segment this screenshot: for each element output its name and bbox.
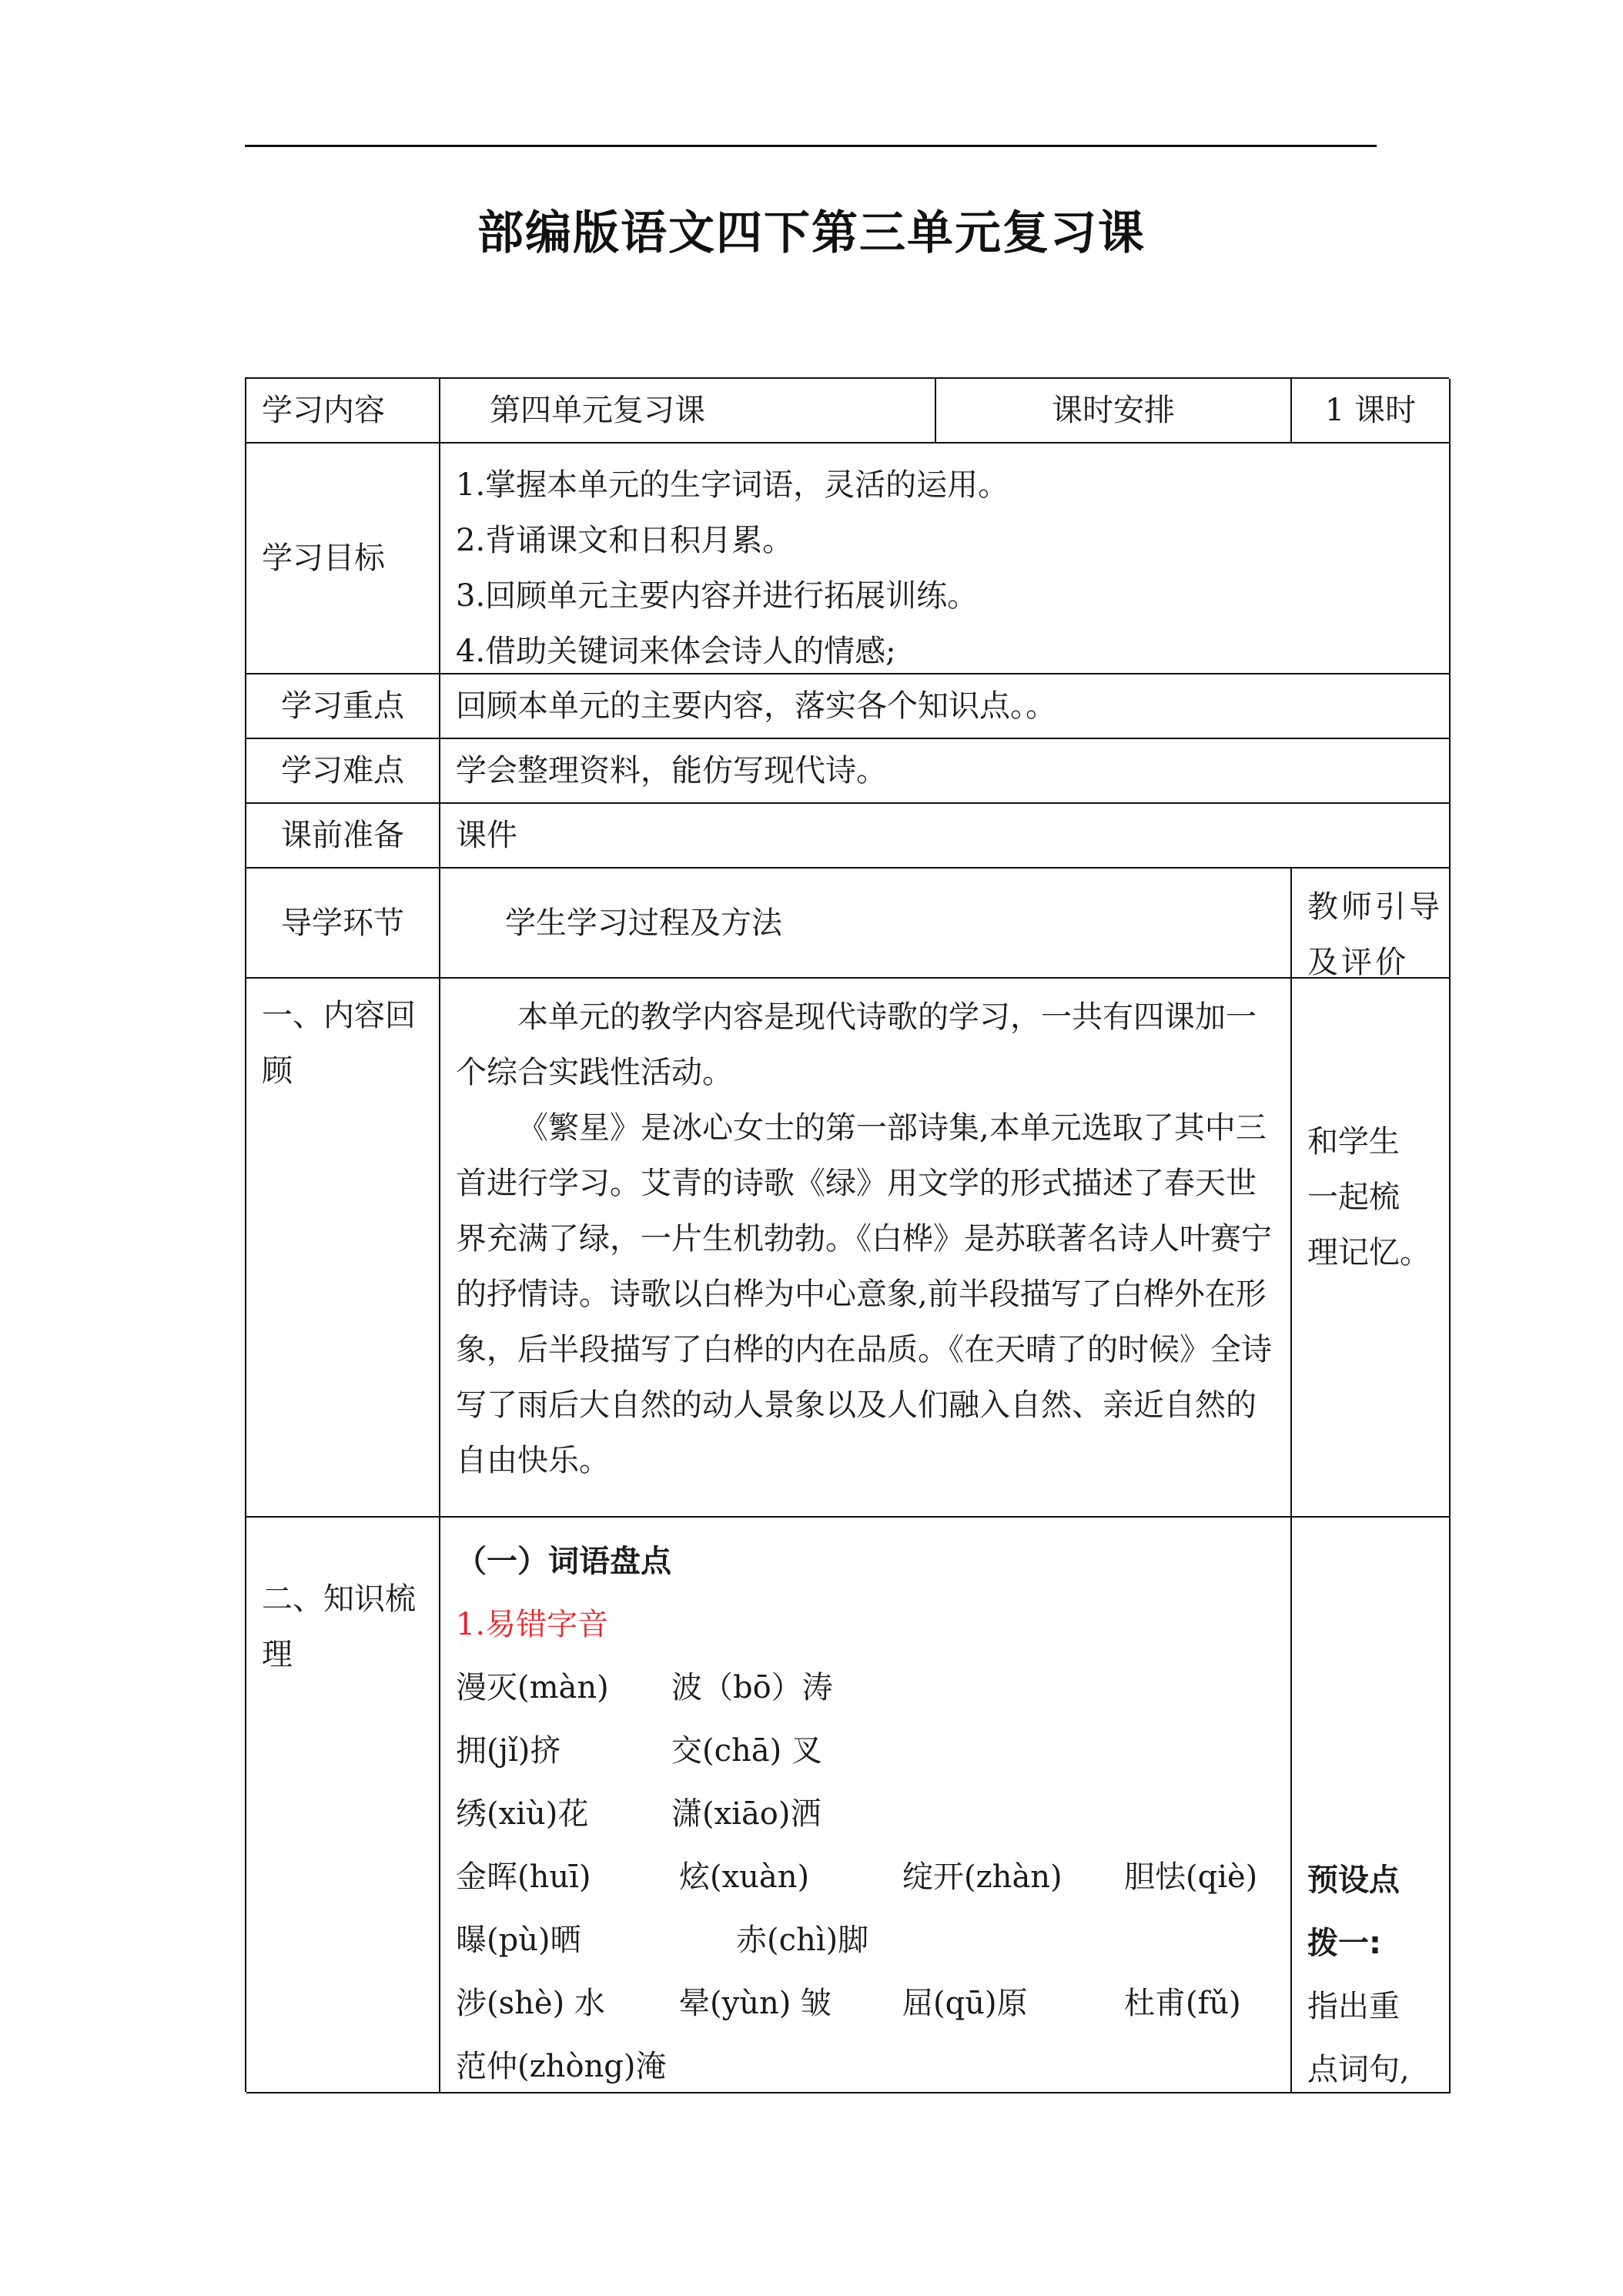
prep-label: 课前准备 <box>246 804 440 869</box>
knowledge-label <box>246 1518 440 2094</box>
content-value: 第四单元复习课 <box>440 379 936 443</box>
preset-guidance <box>1292 1518 1451 2094</box>
pinyin-word: 绽开(zhàn) <box>902 1859 1062 1895</box>
teacher-note-line: 理记忆。 <box>1307 1235 1431 1270</box>
pinyin-word: 曝(pù)晒 <box>456 1923 581 1958</box>
teacher-note-line: 和学生 <box>1307 1124 1400 1160</box>
content-label: 学习内容 <box>246 379 440 443</box>
schedule-value: 1 课时 <box>1292 379 1451 443</box>
preset-title-line: 预设点 <box>1307 1863 1400 1898</box>
difficulty-value: 学会整理资料，能仿写现代诗。 <box>440 739 1451 804</box>
preset-line: 指出重 <box>1307 1989 1400 2024</box>
pinyin-word: 杜甫(fǔ) <box>1124 1986 1241 2021</box>
goals-label: 学习目标 <box>246 443 440 674</box>
pinyin-row <box>456 1909 1275 1972</box>
focus-value: 回顾本单元的主要内容，落实各个知识点。。 <box>440 674 1451 739</box>
pinyin-row <box>456 2035 1275 2094</box>
guide-label: 导学环节 <box>246 869 440 979</box>
schedule-label: 课时安排 <box>936 379 1292 443</box>
preset-title-line: 拨一: <box>1307 1926 1381 1961</box>
section-heading: （一）词语盘点 <box>456 1544 671 1579</box>
review-label-line: 一、内容回 <box>262 998 416 1033</box>
difficulty-label: 学习难点 <box>246 739 440 804</box>
subsection-heading: 1.易错字音 <box>456 1607 609 1642</box>
focus-label: 学习重点 <box>246 674 440 739</box>
goal-item: 2.背诵课文和日积月累。 <box>456 523 794 558</box>
preset-line: 点词句, <box>1307 2052 1410 2087</box>
review-label-line: 顾 <box>262 1053 293 1089</box>
pinyin-word: 潇(xiāo)洒 <box>671 1796 822 1832</box>
goal-item: 4.借助关键词来体会诗人的情感; <box>456 634 896 669</box>
pinyin-row <box>456 1782 1275 1846</box>
teacher-label-line: 教师引导 <box>1307 889 1443 925</box>
knowledge-content <box>440 1518 1292 2094</box>
teacher-label <box>1292 869 1451 979</box>
knowledge-label-line: 理 <box>262 1637 293 1672</box>
goals-list <box>440 443 1451 674</box>
teacher-label-line: 及评价 <box>1307 945 1409 979</box>
prep-value: 课件 <box>440 804 1451 869</box>
lesson-plan-table <box>245 377 1449 2092</box>
goal-item: 3.回顾单元主要内容并进行拓展训练。 <box>456 578 979 614</box>
knowledge-label-line: 二、知识梳 <box>262 1581 416 1617</box>
review-paragraph: 《繁星》是冰心女士的第一部诗集,本单元选取了其中三首进行学习。艾青的诗歌《绿》用文学的形式描述了春天世界充满了绿，一片生机勃勃。《白桦》是苏联著名诗人叶赛宁的抒情诗。诗歌以白桦为中心意象,前半段描写了白桦外在形象，后半段描写了白桦的内在品质。《在天晴了的时候》全诗写了雨后大自然的动人景象以及人们融入自然、亲近自然的自由快乐。 <box>456 1110 1272 1478</box>
pinyin-word: 绣(xiù)花 <box>456 1796 589 1832</box>
pinyin-row <box>456 1972 1275 2035</box>
pinyin-word: 交(chā) 叉 <box>671 1733 822 1769</box>
pinyin-word: 范仲(zhòng)淹 <box>456 2049 667 2084</box>
review-teacher-note <box>1292 979 1451 1518</box>
pinyin-word: 胆怯(qiè) <box>1124 1859 1258 1895</box>
pinyin-word: 波（bō）涛 <box>671 1670 833 1705</box>
review-label <box>246 979 440 1518</box>
pinyin-word: 晕(yùn) 皱 <box>679 1986 832 2021</box>
pinyin-word: 漫灭(màn) <box>456 1670 609 1705</box>
teacher-note-line: 一起梳 <box>1307 1180 1400 1215</box>
pinyin-row <box>456 1846 1275 1909</box>
pinyin-word: 拥(jǐ)挤 <box>456 1733 561 1769</box>
pinyin-row <box>456 1656 1275 1719</box>
pinyin-word: 涉(shè) 水 <box>456 1986 605 2021</box>
page-title: 部编版语文四下第三单元复习课 <box>477 206 1146 260</box>
goal-item: 1.掌握本单元的生字词语，灵活的运用。 <box>456 467 1009 503</box>
review-paragraph: 本单元的教学内容是现代诗歌的学习，一共有四课加一个综合实践性活动。 <box>456 999 1257 1090</box>
pinyin-word: 屈(qū)原 <box>902 1986 1028 2021</box>
pinyin-word: 金晖(huī) <box>456 1859 591 1895</box>
pinyin-word: 炫(xuàn) <box>679 1859 810 1895</box>
header-rule <box>245 145 1377 147</box>
process-label: 学生学习过程及方法 <box>440 869 1292 979</box>
pinyin-word: 赤(chì)脚 <box>736 1923 869 1958</box>
pinyin-row <box>456 1719 1275 1782</box>
review-content <box>440 979 1292 1518</box>
